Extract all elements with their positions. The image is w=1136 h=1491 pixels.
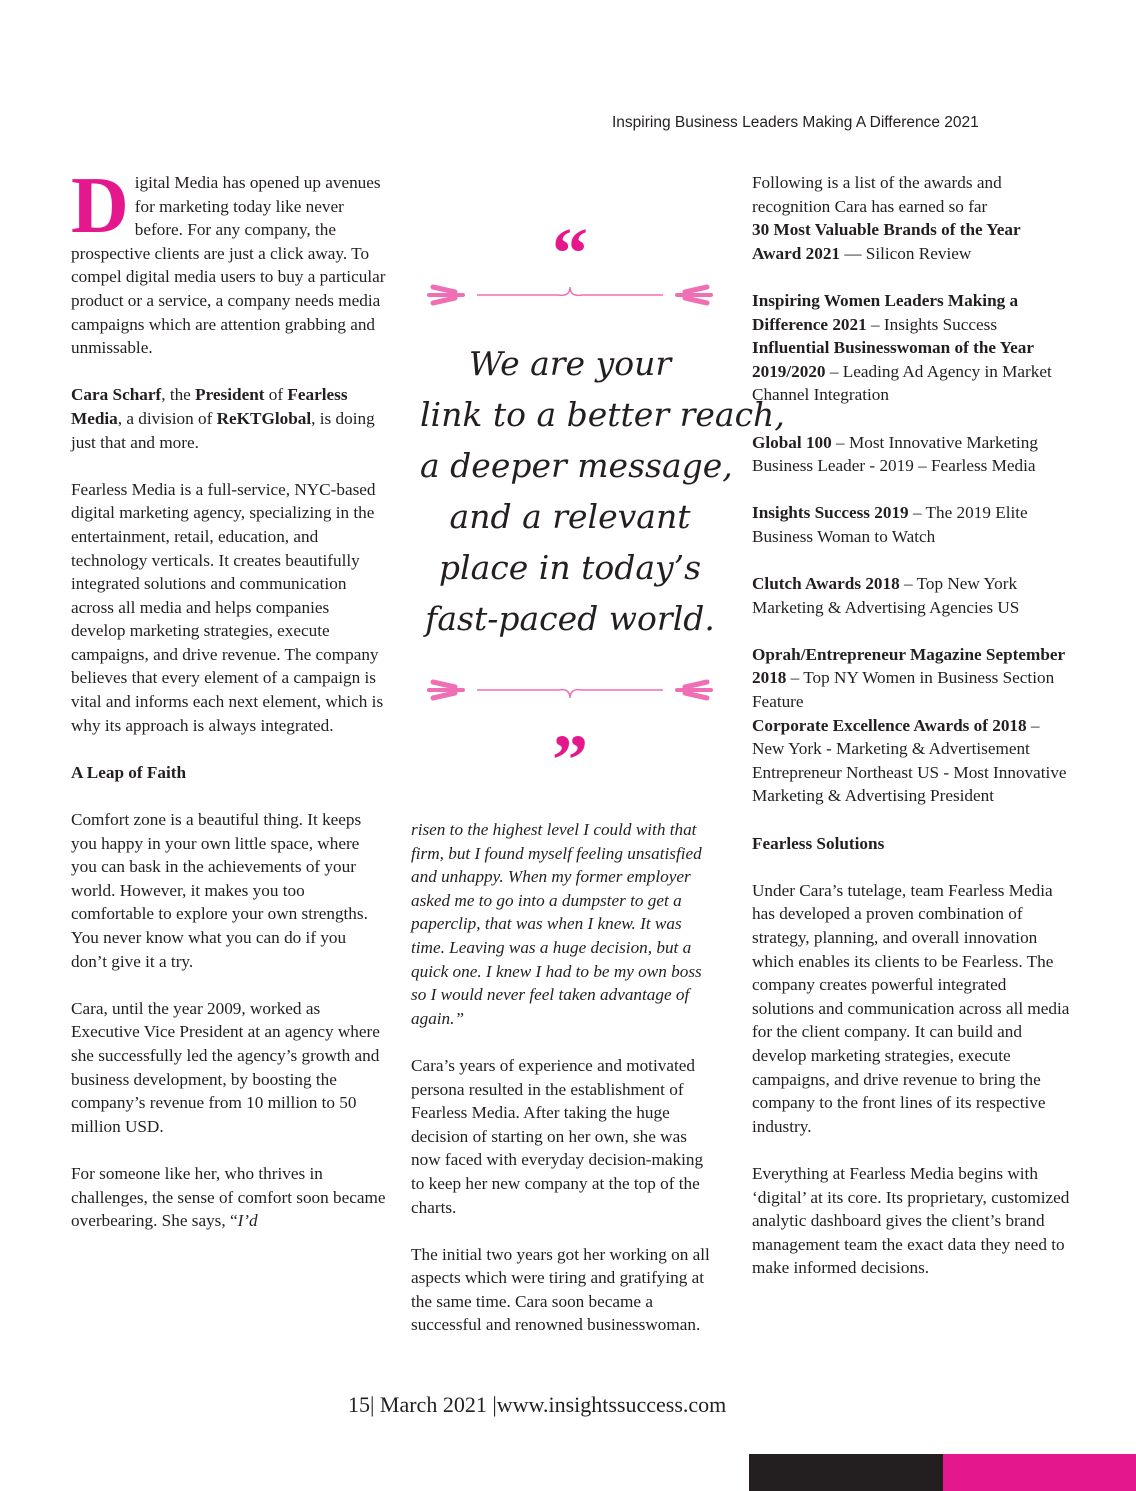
award-item: Global 100 – Most Innovative Marketing Business Leader - 2019 – Fearless Media [752,432,1038,476]
section-heading: Fearless Solutions [752,833,885,853]
quote-start-paragraph: For someone like her, who thrives in challenges, the sense of comfort soon became overbearing. She says, “I’d [71,1163,386,1231]
digital-paragraph: Everything at Fearless Media begins with ‘digital’ at its core. Its proprietary, customized analytic dashboard gives the client’s brand management team the exact data they need to make informed decisions. [752,1163,1070,1278]
footer-bar-dark [749,1454,943,1491]
page-footer: 15| March 2021 |www.insightssuccess.com [348,1392,727,1417]
quote-continuation: risen to the highest level I could with that firm, but I found myself feeling unsatisfied and unhappy. When my former employer asked me to go into a dumpster to get a paperclip, that was when I knew. It was time. Leaving was a huge decision, but a quick one. I knew I had to be my own boss so I would never feel taken advantage of again.” [411,820,702,1028]
column-left [71,162,386,1233]
award-item: Corporate Excellence Awards of 2018 – New York - Marketing & Advertisement Entrepreneur Northeast US - Most Innovative Marketing & Advertising President [752,715,1067,806]
award-item: Clutch Awards 2018 – Top New York Marketing & Advertising Agencies US [752,574,1020,617]
establishment-paragraph: Cara’s years of experience and motivated persona resulted in the establishment of Fearless Media. After taking the huge decision of starting on her own, she was now faced with everyday decision-making to keep her new company at the top of the charts. [411,1055,704,1217]
footer-bar-pink [943,1454,1136,1491]
awards-intro: Following is a list of the awards and recognition Cara has earned so far 30 Most Valuable Brands of the Year Award 2021 — Silicon Review [752,173,1021,263]
intro-paragraph: Digital Media has opened up avenues for marketing today like never before. For any company, the prospective clients are just a click away. To compel digital media users to buy a particular product or a service, a company needs media campaigns which are attention grabbing and unmissable. [71,162,386,358]
company-paragraph: Fearless Media is a full-service, NYC-based digital marketing agency, specializing in the entertainment, retail, education, and technology verticals. It creates beautifully integrated solutions and communication across all media and helps companies develop marketing strategies, execute campaigns, and drive revenue. The company believes that every element of a campaign is vital and informs each next element, which is why its approach is always integrated. [71,479,384,735]
column-middle [411,818,711,1337]
running-header: Inspiring Business Leaders Making A Difference 2021 [612,114,979,131]
drop-cap: D [71,162,129,250]
comfort-paragraph: Comfort zone is a beautiful thing. It keeps you happy in your own little space, where you can bask in the achievements of your world. However, it makes you too comfortable to explore your own strengths. You never know what you can do if you don’t give it a try. [71,810,368,971]
award-item: Influential Businesswoman of the Year 2019/2020 – Leading Ad Agency in Market Channel Integration [752,338,1052,405]
open-quote-mark: “ [552,213,588,293]
award-item: Oprah/Entrepreneur Magazine September 2018 – Top NY Women in Business Section Feature [752,644,1065,712]
solutions-paragraph: Under Cara’s tutelage, team Fearless Media has developed a proven combination of strategy, planning, and overall innovation which enables its clients to be Fearless. The company creates powerful integrated solutions and communication across all media for the client company. It can build and develop marketing strategies, execute campaigns, and drive revenue to bring the company to the front lines of its respective industry. [752,880,1070,1136]
website-link[interactable]: www.insightssuccess.com [496,1392,727,1417]
issue-date: March 2021 [379,1392,487,1417]
section-heading: A Leap of Faith [71,762,187,782]
award-item: Inspiring Women Leaders Making a Difference 2021 – Insights Success [752,290,1019,334]
award-item: Insights Success 2019 – The 2019 Elite Business Woman to Watch [752,503,1028,546]
pull-quote-text: We are your link to a better reach, a deeper message, and a relevant place in today’s fast-paced world. [420,344,785,638]
pull-quote [420,205,785,800]
career-paragraph: Cara, until the year 2009, worked as Executive Vice President at an agency where she successfully led the agency’s growth and business development, by boosting the company’s revenue from 10 million to 50 million USD. [71,998,380,1136]
intro-cara-paragraph: Cara Scharf, the President of Fearless Media, a division of ReKTGlobal, is doing just that and more. [71,385,375,452]
initial-years-paragraph: The initial two years got her working on all aspects which were tiring and gratifying at the same time. Cara soon became a successful and renowned businesswoman. [411,1244,710,1335]
column-right [752,171,1070,1280]
ornament-divider-bottom [425,670,715,710]
close-quote-mark: ” [552,720,588,800]
ornament-divider-top [425,275,715,315]
page-number: 15 [348,1392,370,1417]
